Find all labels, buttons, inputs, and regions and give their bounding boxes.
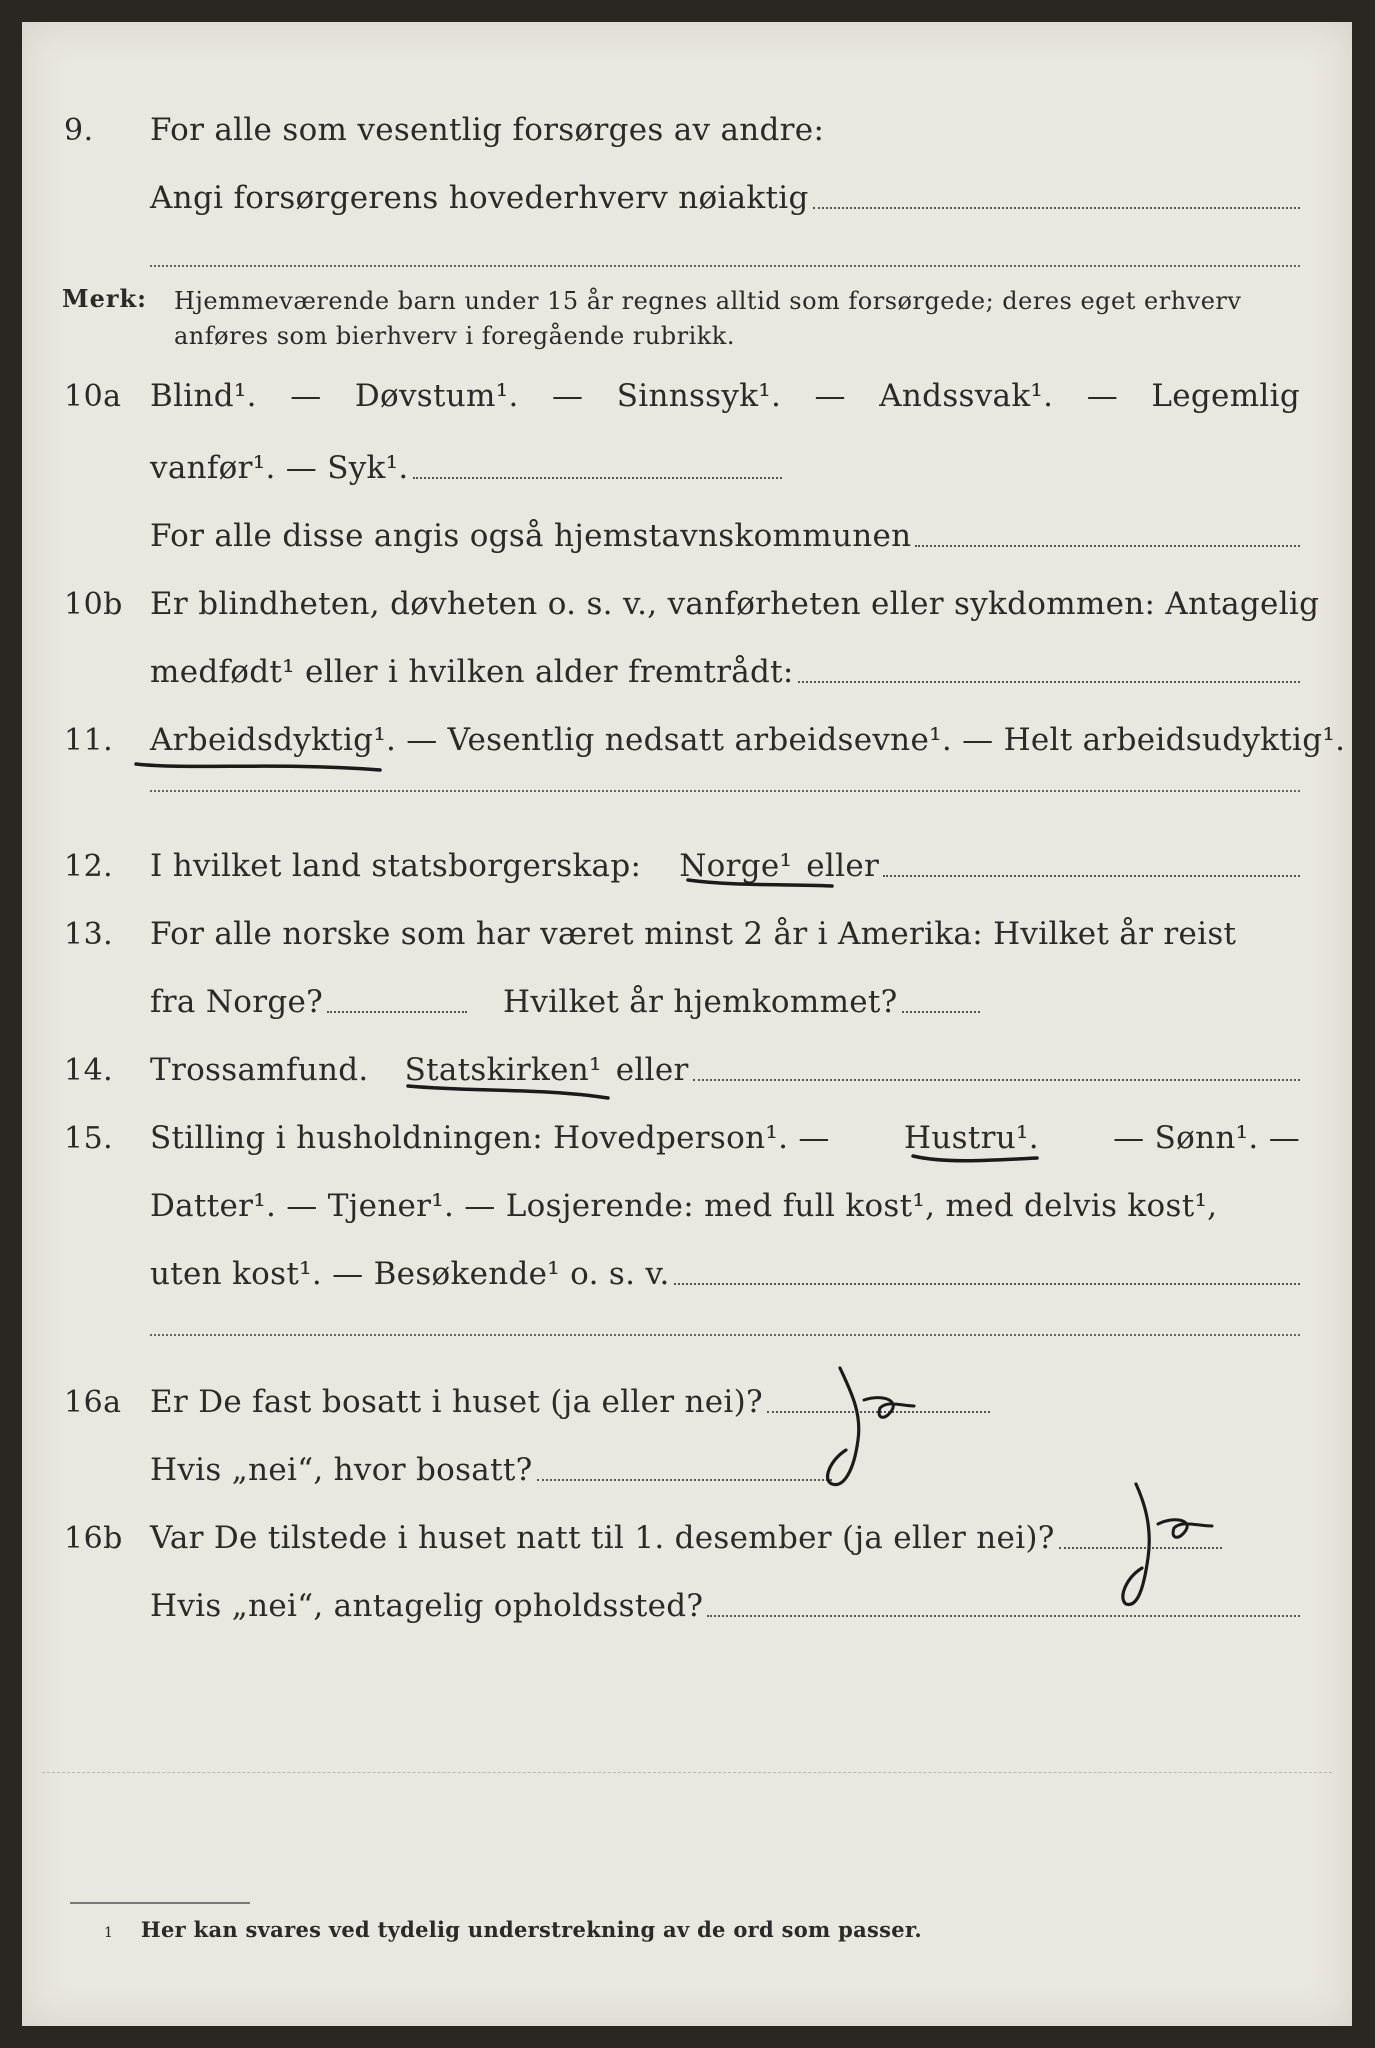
census-form-page [22, 22, 1352, 2026]
q10b-line2: medfødt¹ eller i hvilken alder fremtrådt: [150, 654, 794, 690]
q9-line1: For alle som vesentlig forsørges av andre: [150, 112, 825, 148]
q13-hjemkommet-field[interactable] [902, 1011, 980, 1013]
q10b-number: 10b [64, 587, 123, 622]
q16b-number: 16b [64, 1521, 123, 1556]
q14-answer-field[interactable] [693, 1079, 1300, 1081]
q12-number: 12. [64, 849, 114, 884]
q13-row [22, 906, 1352, 958]
opt-norge[interactable]: Norge¹ [679, 848, 793, 884]
q12-row [22, 838, 1352, 890]
dash: — [1086, 378, 1118, 414]
footnote-text: Her kan svares ved tydelig understrekning av de ord som passer. [140, 1917, 922, 1942]
q13-line2a: fra Norge? [150, 984, 324, 1020]
q16b-line2: Hvis „nei“, antagelig opholdssted? [150, 1588, 704, 1624]
q14-tail: eller [615, 1052, 689, 1088]
q10a-row-2 [22, 440, 1352, 492]
q12-text: I hvilket land statsborgerskap: [150, 848, 642, 884]
q9-line2: Angi forsørgerens hovederhverv nøiaktig [150, 180, 809, 216]
q11-answer-field[interactable] [150, 790, 1300, 792]
opt-arbeidsdyktig[interactable]: Arbeidsdyktig¹. [150, 722, 397, 758]
merk-label: Merk: [62, 284, 147, 313]
opt-statskirken[interactable]: Statskirken¹ [404, 1052, 602, 1088]
q10b-row [22, 576, 1352, 628]
q15-row-3 [22, 1246, 1352, 1298]
q15-line3: uten kost¹. — Besøkende¹ o. s. v. [150, 1256, 670, 1292]
opt-blind[interactable]: Blind¹. [150, 378, 257, 414]
page-fold-line [42, 1772, 1332, 1773]
q11-rest: — Vesentlig nedsatt arbeidsevne¹. — Helt arbeidsudyktig¹. [406, 722, 1346, 758]
q14-number: 14. [64, 1053, 114, 1088]
q9-row-2 [22, 170, 1352, 222]
q10a-line3: For alle disse angis også hjemstavnskommunen [150, 518, 912, 554]
q16b-row [22, 1510, 1352, 1562]
q16a-answer-field[interactable] [767, 1411, 990, 1413]
q16a-row [22, 1374, 1352, 1426]
q10b-answer-field[interactable] [798, 681, 1300, 683]
dash: — [290, 378, 322, 414]
q10a-row [22, 368, 1352, 420]
q14-row [22, 1042, 1352, 1094]
q12-tail: eller [806, 848, 880, 884]
merk-text: Hjemmeværende barn under 15 år regnes alltid som forsørgede; deres eget erhverv anføres som bierhverv i foregående rubrikk. [174, 287, 1242, 350]
q16a-line2: Hvis „nei“, hvor bosatt? [150, 1452, 533, 1488]
dash: — [814, 378, 846, 414]
q13-line2b: Hvilket år hjemkommet? [503, 984, 898, 1020]
q13-number: 13. [64, 917, 114, 952]
footnote-rule [70, 1902, 250, 1904]
q9-number: 9. [64, 113, 94, 148]
q15-answer-field[interactable] [674, 1283, 1300, 1285]
opt-dovstum[interactable]: Døvstum¹. [354, 378, 519, 414]
opt-hustru[interactable]: Hustru¹. [904, 1120, 1039, 1156]
q15-line2: Datter¹. — Tjener¹. — Losjerende: med full kost¹, med delvis kost¹, [150, 1188, 1218, 1224]
q15-row-2 [22, 1178, 1352, 1230]
q14-text: Trossamfund. [150, 1052, 369, 1088]
q13-reist-field[interactable] [327, 1011, 467, 1013]
q12-answer-field[interactable] [883, 875, 1300, 877]
q10a-syk-field[interactable] [413, 477, 782, 479]
q16a-row-2 [22, 1442, 1352, 1494]
q9-answer-field[interactable] [813, 207, 1300, 209]
q10a-number: 10a [64, 379, 122, 414]
q10b-row-2 [22, 644, 1352, 696]
q16b-line1: Var De tilstede i huset natt til 1. desember (ja eller nei)? [150, 1520, 1055, 1556]
opt-andssvak[interactable]: Andssvak¹. [879, 378, 1054, 414]
dash: — [552, 378, 584, 414]
q15-line1a: Stilling i husholdningen: Hovedperson¹. — [150, 1120, 830, 1156]
q11-number: 11. [64, 723, 114, 758]
opt-legemlig[interactable]: Legemlig [1151, 378, 1300, 414]
q16b-row-2 [22, 1578, 1352, 1630]
q16b-answer-field[interactable] [1059, 1547, 1222, 1549]
q10a-hjemstavn-field[interactable] [915, 545, 1300, 547]
q15-answer-field-2[interactable] [150, 1334, 1300, 1336]
q9-row [22, 102, 1352, 154]
q9-answer-field-2[interactable] [150, 265, 1300, 267]
footnote [104, 1917, 922, 1942]
q13-row-2 [22, 974, 1352, 1026]
q10b-line1: Er blindheten, døvheten o. s. v., vanførheten eller sykdommen: Antagelig [150, 586, 1320, 622]
q15-number: 15. [64, 1121, 114, 1156]
q11-row [22, 712, 1352, 764]
q13-line1: For alle norske som har været minst 2 år i Amerika: Hvilket år reist [150, 916, 1237, 952]
q16b-opholdssted-field[interactable] [707, 1615, 1300, 1617]
q10a-line2: vanfør¹. — Syk¹. [150, 450, 409, 486]
q10a-row-3 [22, 508, 1352, 560]
footnote-mark: 1 [104, 1925, 114, 1941]
q15-line1c: — Sønn¹. — [1113, 1120, 1300, 1156]
q16a-bosatt-field[interactable] [537, 1479, 832, 1481]
opt-sinnssyk[interactable]: Sinnssyk¹. [616, 378, 782, 414]
q15-row [22, 1110, 1352, 1162]
q16a-number: 16a [64, 1385, 122, 1420]
q16a-line1: Er De fast bosatt i huset (ja eller nei)? [150, 1384, 763, 1420]
